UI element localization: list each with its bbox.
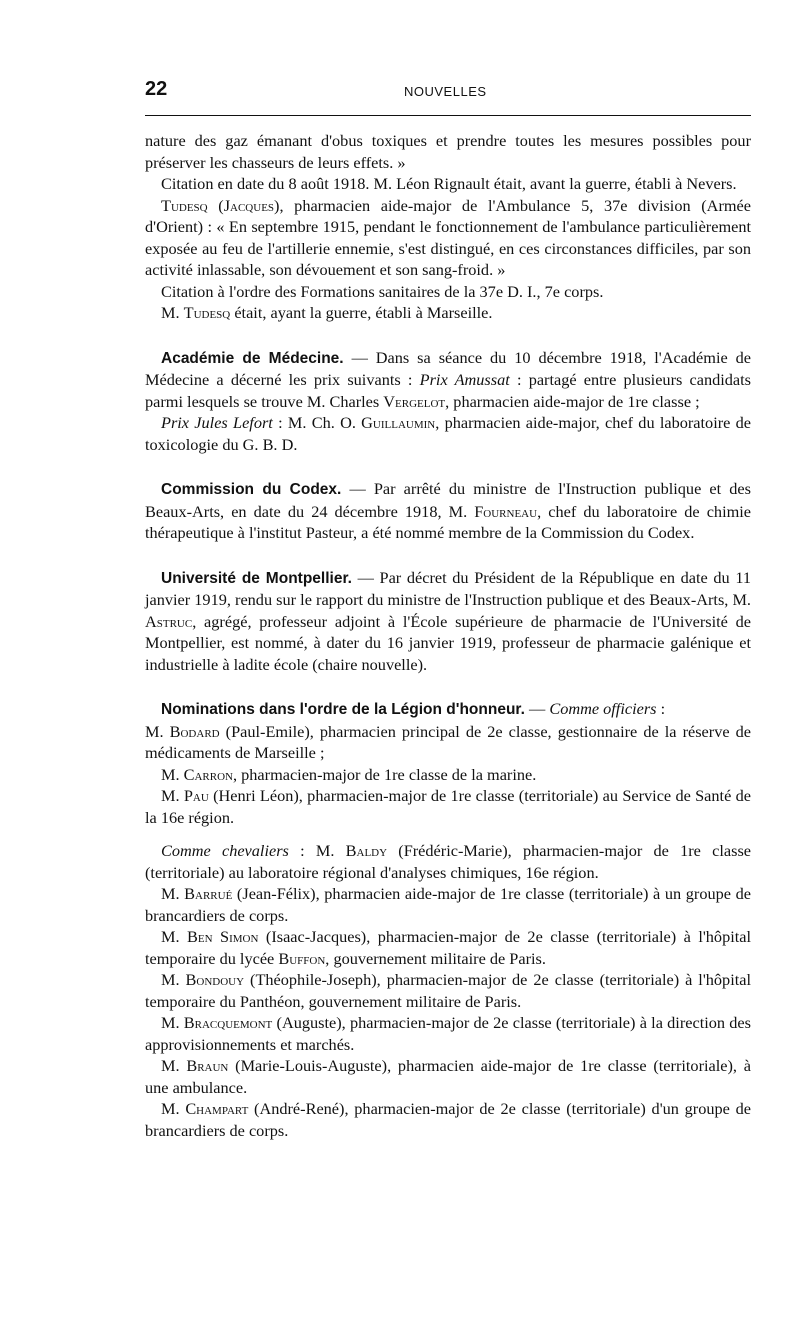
paragraph: Prix Jules Lefort : M. Ch. O. Guillaumin, pharmacien aide-major, chef du laboratoire de toxicologie du G. B. D. <box>145 413 752 454</box>
paragraph: Citation en date du 8 août 1918. M. Léon Rignault était, avant la guerre, établi à Nevers. <box>161 174 737 193</box>
person-name: Guillaumin <box>361 413 436 432</box>
paragraph: Citation à l'ordre des Formations sanitaires de la 37e D. I., 7e corps. <box>161 281 604 301</box>
list-item: M. Bondouy (Théophile-Joseph), pharmacien-major de 2e classe (territoriale) à l'hôpital temporaire du Panthéon, gouvernement militaire de Paris. <box>145 970 751 1011</box>
place-name: Buffon <box>278 948 326 968</box>
person-name: Astruc <box>145 611 193 631</box>
header-rule <box>145 115 751 116</box>
person-name: Vergelot <box>383 391 446 411</box>
person-name: Bodard <box>169 721 220 741</box>
person-name: Carron <box>183 764 233 784</box>
list-item: M. Braun (Marie-Louis-Auguste), pharmacien aide-major de 1re classe (territoriale), à une ambulance. <box>145 1056 751 1097</box>
section-codex: Commission du Codex. — Par arrêté du ministre de l'Instruction publique et des Beaux-Arts, en date du 24 décembre 1918, M. Fourneau, chef du laboratoire de chimie thérapeutique à l'institut Pasteur, a été nommé membre de la Commission du Codex. <box>145 479 752 542</box>
person-name: Bondouy <box>185 970 245 989</box>
paragraph: nature des gaz émanant d'obus toxiques et prendre toutes les mesures possibles pour préserver les chasseurs de leurs effets. » <box>145 131 751 172</box>
list-item: M. Bodard (Paul-Emile), pharmacien principal de 2e classe, gestionnaire de la réserve de médicaments de Marseille ; <box>145 721 751 762</box>
list-item: M. Barrué (Jean-Félix), pharmacien aide-major de 1re classe (territoriale) à un groupe de brancardiers de corps. <box>145 884 751 925</box>
person-name: Bracquemont <box>183 1013 273 1032</box>
page-number: 22 <box>145 78 168 100</box>
section-heading: Nominations dans l'ordre de la Légion d'honneur. <box>161 701 525 718</box>
document-page <box>145 78 752 1140</box>
person-name: Braun <box>186 1056 229 1075</box>
person-name: Baldy <box>345 841 388 860</box>
list-item: M. Bracquemont (Auguste), pharmacien-major de 2e classe (territoriale) à la direction des approvisionnements et marchés. <box>145 1013 751 1054</box>
section-montpellier: Université de Montpellier. — Par décret du Président de la République en date du 11 janvier 1919, rendu sur le rapport du ministre de l'Instruction publique et des Beaux-Arts, M. Astruc, agrégé, professeur adjoint à l'École supérieure de pharmacie de l'Université de Montpellier, est nommé, à dater du 16 janvier 1919, professeur de pharmacie galénique et industrielle à ladite école (chaire nouvelle). <box>145 567 751 674</box>
section-academie: Académie de Médecine. — Dans sa séance du 10 décembre 1918, l'Académie de Médecine a décerné les prix suivants : Prix Amussat : partagé entre plusieurs candidats parmi lesquels se trouve M. Charles Vergelot, pharmacien aide-major de 1re classe ; <box>145 347 752 411</box>
section-heading: Université de Montpellier. <box>161 569 352 587</box>
paragraph: Tudesq (Jacques), pharmacien aide-major de l'Ambulance 5, 37e division (Armée d'Orient) : « En septembre 1915, pendant le fonctionnement de l'ambulance particulièrement exposée au feu de l'artillerie ennemie, s'est distingué, en ces circonstances difficiles, par son activité inlassable, son dévouement et son sang-froid. » <box>145 195 751 279</box>
list-item: Comme chevaliers : M. Baldy (Frédéric-Marie), pharmacien-major de 1re classe (territoriale) au laboratoire régional d'analyses chimiques, 16e région. <box>145 841 752 882</box>
section-heading: Commission du Codex. <box>161 481 342 498</box>
section-legion: Nominations dans l'ordre de la Légion d'honneur. — Comme officiers : <box>161 699 666 718</box>
person-name: Champart <box>185 1099 249 1118</box>
page-body <box>145 130 751 1141</box>
list-item: M. Carron, pharmacien-major de 1re classe de la marine. <box>161 764 537 784</box>
person-name: Barrué <box>184 884 233 903</box>
list-item: M. Ben Simon (Isaac-Jacques), pharmacien-major de 2e classe (territoriale) à l'hôpital temporaire du lycée Buffon, gouvernement militaire de Paris. <box>145 927 752 968</box>
page-header <box>145 78 751 104</box>
section-heading: Académie de Médecine. <box>161 349 344 367</box>
person-name: Tudesq (Jacques) <box>161 195 280 215</box>
person-name: Tudesq <box>183 303 231 322</box>
list-item: M. Pau (Henri Léon), pharmacien-major de 1re classe (territoriale) au Service de Santé de la 16e région. <box>145 786 751 827</box>
person-name: Fourneau <box>474 501 538 521</box>
list-item: M. Champart (André-René), pharmacien-major de 2e classe (territoriale) d'un groupe de brancardiers de corps. <box>145 1099 752 1140</box>
paragraph: M. Tudesq était, ayant la guerre, établi à Marseille. <box>161 303 493 322</box>
person-name: Ben Simon <box>187 927 259 946</box>
running-title: NOUVELLES <box>404 84 487 99</box>
person-name: Pau <box>183 786 209 805</box>
